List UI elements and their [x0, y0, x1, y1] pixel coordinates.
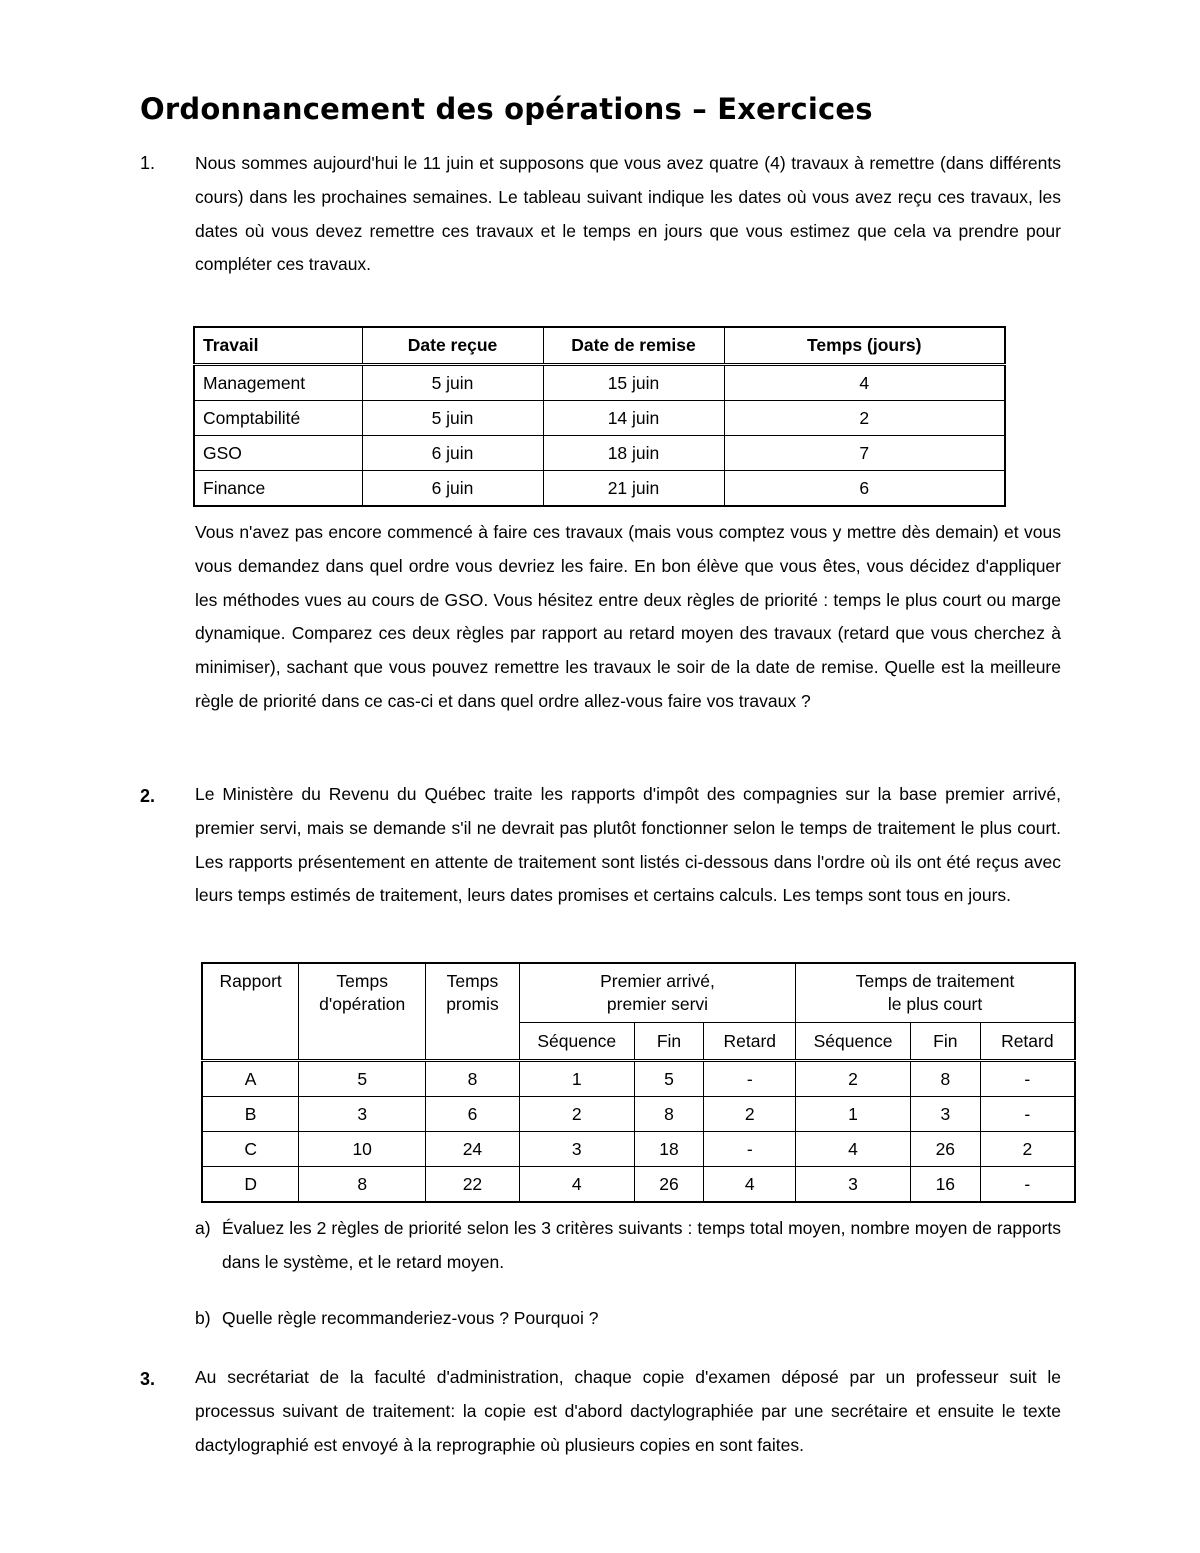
table-cell: 6: [724, 471, 1005, 507]
header-temps-operation: [299, 963, 426, 1061]
table-cell: 21 juin: [543, 471, 724, 507]
subheader-sequence: Séquence: [519, 1023, 634, 1061]
subheader-sequence: Séquence: [796, 1023, 911, 1061]
question-1-followup: Vous n'avez pas encore commencé à faire ces travaux (mais vous comptez vous y mettre dès demain) et vous vous demandez dans quel ordre vous devriez les faire. En bon élève que vous êtes, vous décidez d'appliquer les méthodes vues au cours de GSO. Vous hésitez entre deux règles de priorité : temps le plus court ou marge dynamique. Comparez ces deux règles par rapport au retard moyen des travaux (retard que vous cherchez à minimiser), sachant que vous pouvez remettre les travaux le soir de la date de remise. Quelle est la meilleure règle de priorité dans ce cas-ci et dans quel ordre allez-vous faire vos travaux ?: [195, 522, 1061, 711]
table-cell: 15 juin: [543, 365, 724, 401]
header-date-remise: Date de remise: [543, 327, 724, 365]
table-cell: 1: [519, 1061, 634, 1097]
table-cell: -: [704, 1132, 796, 1167]
table-cell: Finance: [194, 471, 362, 507]
table-cell: 2: [980, 1132, 1075, 1167]
table-cell: 10: [299, 1132, 426, 1167]
question-2b-label: b): [195, 1308, 211, 1328]
header-line: Temps: [446, 971, 499, 991]
table-cell: 4: [724, 365, 1005, 401]
header-temps: Temps (jours): [724, 327, 1005, 365]
question-2-intro: Le Ministère du Revenu du Québec traite les rapports d'impôt des compagnies sur la base premier arrivé, premier servi, mais se demande s'il ne devrait pas plutôt fonctionner selon le temps de traitement le plus court. Les rapports présentement en attente de traitement sont listés ci-dessous dans l'ordre où ils ont été reçus avec leurs temps estimés de traitement, leurs dates promises et certains calculs. Les temps sont tous en jours.: [195, 784, 1061, 906]
table-header-row: [194, 327, 1005, 365]
table-cell: 5 juin: [362, 365, 543, 401]
subheader-fin: Fin: [634, 1023, 704, 1061]
table-cell: 18: [634, 1132, 704, 1167]
reports-table: [201, 962, 1076, 1203]
table-cell: 14 juin: [543, 401, 724, 436]
table-cell: 26: [634, 1167, 704, 1203]
header-spt: [796, 963, 1075, 1023]
table-cell: 8: [910, 1061, 980, 1097]
table-row: [202, 1061, 1075, 1097]
table-row: [202, 1167, 1075, 1203]
question-3-text: Au secrétariat de la faculté d'administration, chaque copie d'examen déposé par un professeur suit le processus suivant de traitement: la copie est d'abord dactylographiée par une secrétaire et ensuite le texte dactylographié est envoyé à la reprographie où plusieurs copies en sont faites.: [195, 1367, 1061, 1455]
question-3-number: 3.: [140, 1369, 156, 1389]
table-cell: 2: [796, 1061, 911, 1097]
question-2-number: 2.: [140, 786, 156, 806]
table-cell: -: [980, 1097, 1075, 1132]
table-cell: GSO: [194, 436, 362, 471]
subheader-retard: Retard: [980, 1023, 1075, 1061]
table-row: [194, 401, 1005, 436]
table-cell: 8: [426, 1061, 520, 1097]
subheader-retard: Retard: [704, 1023, 796, 1061]
header-line: promis: [446, 994, 499, 1014]
table-cell: -: [980, 1061, 1075, 1097]
header-rapport: [202, 963, 299, 1061]
question-1-number: 1.: [140, 153, 156, 173]
table-cell: A: [202, 1061, 299, 1097]
header-rapport-text: Rapport: [219, 971, 282, 991]
table-header-row: [202, 963, 1075, 1023]
table-row: [202, 1132, 1075, 1167]
table-row: [202, 1097, 1075, 1132]
header-fifo: [519, 963, 795, 1023]
table-cell: 16: [910, 1167, 980, 1203]
table-cell: 4: [704, 1167, 796, 1203]
table-cell: B: [202, 1097, 299, 1132]
header-temps-promis: [426, 963, 520, 1061]
header-line: le plus court: [887, 994, 983, 1014]
table-cell: 26: [910, 1132, 980, 1167]
table-cell: 22: [426, 1167, 520, 1203]
table-cell: C: [202, 1132, 299, 1167]
table-cell: 3: [519, 1132, 634, 1167]
table-cell: 8: [299, 1167, 426, 1203]
header-line: Premier arrivé,: [600, 971, 715, 991]
table-cell: 5 juin: [362, 401, 543, 436]
table-row: [194, 365, 1005, 401]
question-2b-text: Quelle règle recommanderiez-vous ? Pourquoi ?: [222, 1308, 599, 1328]
jobs-table: [193, 326, 1006, 507]
table-row: [194, 471, 1005, 507]
table-cell: D: [202, 1167, 299, 1203]
table-cell: 5: [299, 1061, 426, 1097]
table-row: [194, 436, 1005, 471]
question-2a-label: a): [195, 1218, 211, 1238]
table-cell: 2: [519, 1097, 634, 1132]
table-cell: 5: [634, 1061, 704, 1097]
question-2a-text: Évaluez les 2 règles de priorité selon les 3 critères suivants : temps total moyen, nombre moyen de rapports dans le système, et le retard moyen.: [222, 1218, 1061, 1272]
header-travail: Travail: [194, 327, 362, 365]
table-cell: 3: [796, 1167, 911, 1203]
table-cell: 4: [519, 1167, 634, 1203]
table-cell: 7: [724, 436, 1005, 471]
table-cell: 6: [426, 1097, 520, 1132]
table-cell: 2: [704, 1097, 796, 1132]
table-cell: 8: [634, 1097, 704, 1132]
header-line: d'opération: [319, 994, 406, 1014]
header-line: Temps: [336, 971, 388, 991]
table-cell: 6 juin: [362, 471, 543, 507]
table-cell: 18 juin: [543, 436, 724, 471]
table-cell: 1: [796, 1097, 911, 1132]
table-cell: 3: [910, 1097, 980, 1132]
table-cell: Management: [194, 365, 362, 401]
subheader-fin: Fin: [910, 1023, 980, 1061]
table-cell: 6 juin: [362, 436, 543, 471]
question-1-intro: Nous sommes aujourd'hui le 11 juin et supposons que vous avez quatre (4) travaux à remettre (dans différents cours) dans les prochaines semaines. Le tableau suivant indique les dates où vous avez reçu ces travaux, les dates où vous devez remettre ces travaux et le temps en jours que vous estimez que cela va prendre pour compléter ces travaux.: [195, 153, 1061, 275]
table-cell: 24: [426, 1132, 520, 1167]
header-date-recue: Date reçue: [362, 327, 543, 365]
table-cell: -: [704, 1061, 796, 1097]
table-cell: -: [980, 1167, 1075, 1203]
table-cell: 3: [299, 1097, 426, 1132]
table-cell: 2: [724, 401, 1005, 436]
header-line: Temps de traitement: [855, 971, 1015, 991]
table-cell: Comptabilité: [194, 401, 362, 436]
page-title: Ordonnancement des opérations – Exercices: [140, 92, 873, 126]
table-cell: 4: [796, 1132, 911, 1167]
header-line: premier servi: [606, 994, 709, 1014]
